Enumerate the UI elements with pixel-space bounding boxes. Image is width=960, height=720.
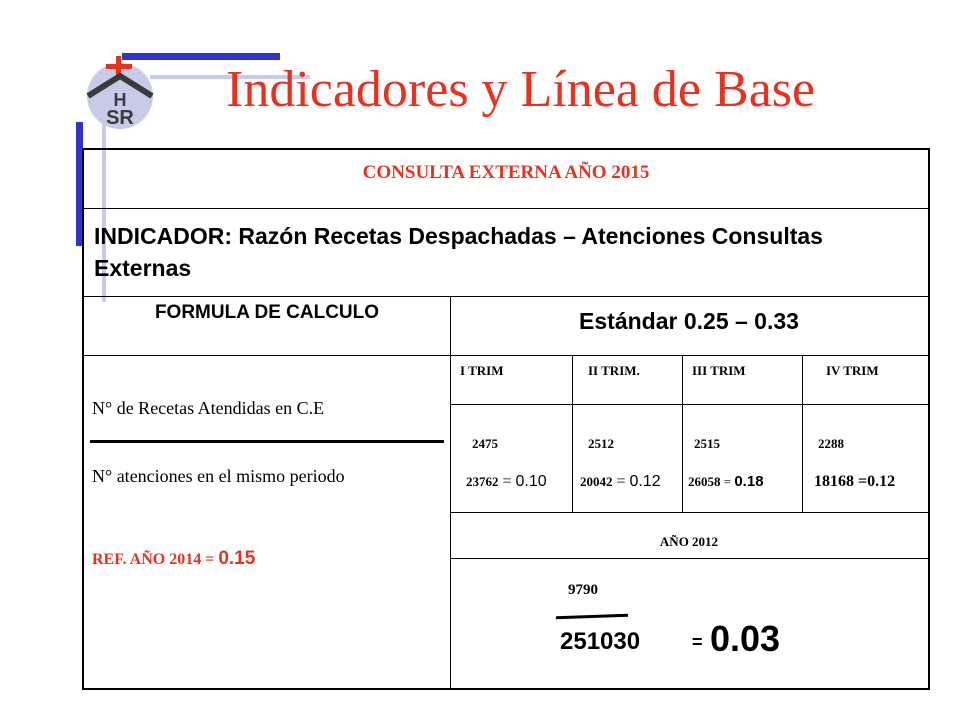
year-numerator: 9790: [568, 582, 598, 598]
quarter-header-3: III TRIM: [692, 363, 746, 378]
year-denominator: 251030: [560, 628, 641, 655]
denominator-label: N° atenciones en el mismo periodo: [92, 466, 345, 486]
quarter-numerator-4: 2288: [818, 436, 844, 451]
year-fraction-line: [556, 614, 628, 620]
logo-letter-h: H: [113, 90, 127, 110]
table-header: CONSULTA EXTERNA AÑO 2015: [362, 162, 650, 183]
quarter-header-1: I TRIM: [460, 363, 504, 378]
numerator-label: N° de Recetas Atendidas en C.E: [92, 398, 325, 418]
formula-label: FORMULA DE CALCULO: [154, 302, 380, 323]
column-divider: [682, 355, 683, 512]
quarter-numerator-2: 2512: [588, 436, 614, 451]
quarter-result-4: 18168 =0.12: [814, 473, 896, 490]
quarter-result-1: 23762 = 0.10: [466, 473, 547, 490]
reference-value: REF. AÑO 2014 = 0.15: [92, 548, 256, 569]
quarter-header-4: IV TRIM: [826, 363, 879, 378]
year-equals: =: [692, 632, 703, 652]
standard-range: Estándar 0.25 – 0.33: [579, 308, 799, 334]
row-divider: [450, 404, 928, 405]
indicator-table: [82, 148, 930, 690]
quarter-result-3: 26058 = 0.18: [688, 473, 764, 490]
logo-letters-sr: SR: [106, 107, 134, 129]
quarter-numerator-3: 2515: [694, 436, 720, 451]
hospital-logo: [82, 56, 158, 132]
quarter-header-2: II TRIM.: [588, 363, 640, 378]
fraction-line: [90, 440, 444, 443]
year-result: 0.03: [710, 618, 781, 659]
row-divider: [450, 512, 928, 513]
column-divider: [802, 355, 803, 512]
column-divider: [450, 296, 451, 690]
row-divider: [84, 296, 928, 297]
quarter-result-2: 20042 = 0.12: [580, 473, 661, 490]
page-title: Indicadores y Línea de Base: [226, 61, 816, 118]
year-label: AÑO 2012: [659, 534, 719, 549]
row-divider: [84, 208, 928, 209]
quarter-numerator-1: 2475: [472, 436, 498, 451]
row-divider: [450, 558, 928, 559]
indicator-title: INDICADOR: Razón Recetas Despachadas – Atenciones Consultas Externas: [94, 223, 823, 281]
column-divider: [572, 355, 573, 512]
